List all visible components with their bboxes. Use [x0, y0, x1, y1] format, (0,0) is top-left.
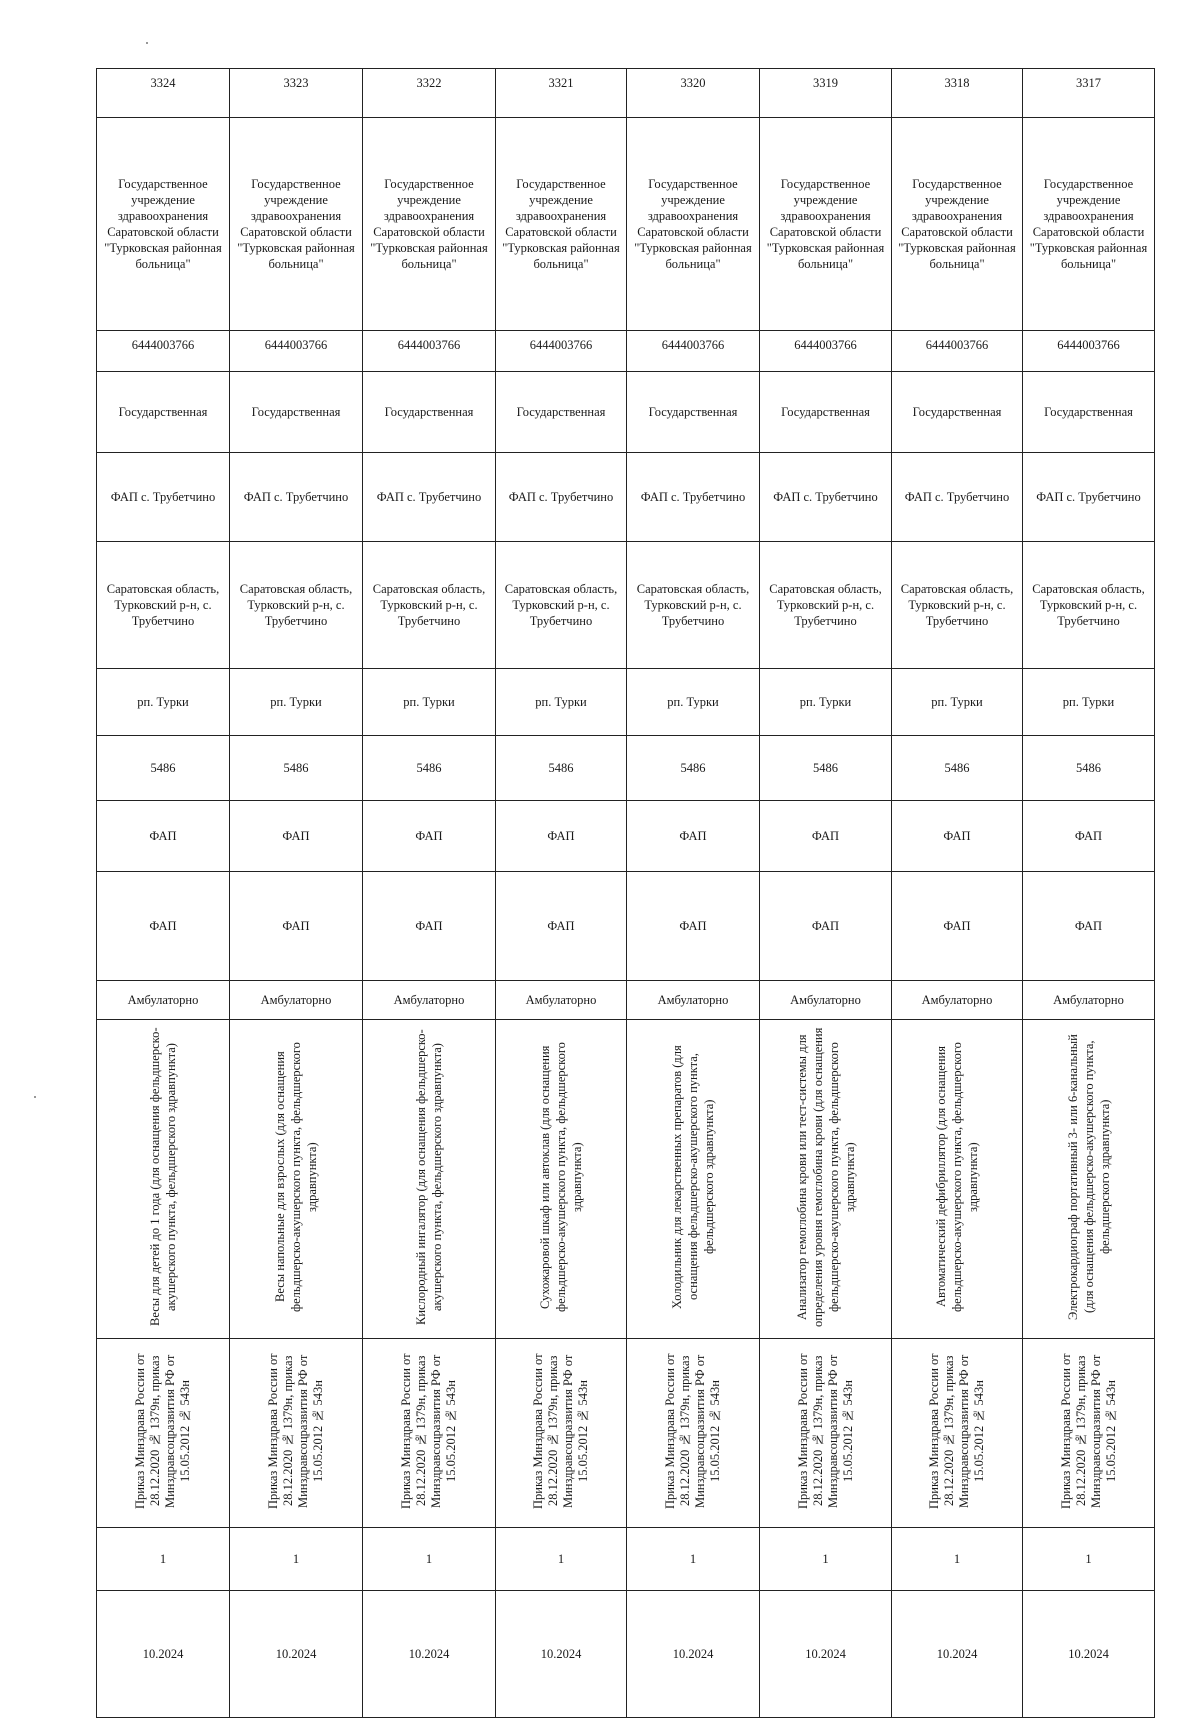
- organization-name-cell: Государственное учреждение здравоохранения Саратовской области "Турковская районная больница": [892, 118, 1023, 331]
- district-cell: рп. Турки: [230, 669, 363, 736]
- care-form-cell: Амбулаторно: [97, 981, 230, 1020]
- equipment-name-text: Кислородный ингалятор (для оснащения фельдшерско-акушерского пункта, фельдшерского здравпункта): [414, 1029, 444, 1325]
- code-cell: 5486: [496, 736, 627, 801]
- record-number-cell: 3320: [627, 69, 760, 118]
- care-form-cell: Амбулаторно: [363, 981, 496, 1020]
- scan-speck: [34, 1096, 36, 1098]
- date-cell: 10.2024: [892, 1591, 1023, 1718]
- legal-basis-cell: [1023, 1339, 1155, 1528]
- record-number-cell: 3322: [363, 69, 496, 118]
- row-legal-basis: [97, 1339, 1155, 1528]
- unit-subtype-cell: ФАП: [230, 872, 363, 981]
- code-cell: 5486: [760, 736, 892, 801]
- code-cell: 5486: [363, 736, 496, 801]
- address-cell: Саратовская область, Турковский р-н, с. Трубетчино: [1023, 542, 1155, 669]
- quantity-cell: 1: [363, 1528, 496, 1591]
- row-code: [97, 736, 1155, 801]
- district-cell: рп. Турки: [97, 669, 230, 736]
- legal-basis-text: Приказ Минздрава России от 28.12.2020 № 1379н, приказ Минздравсоцразвития РФ от 15.05.2012 № 543н: [795, 1353, 855, 1509]
- unit-type-cell: ФАП: [230, 801, 363, 872]
- legal-basis-cell: [892, 1339, 1023, 1528]
- equipment-name-cell: [1023, 1020, 1155, 1339]
- inn-cell: 6444003766: [892, 331, 1023, 372]
- record-number-cell: 3318: [892, 69, 1023, 118]
- legal-basis-text: Приказ Минздрава России от 28.12.2020 № 1379н, приказ Минздравсоцразвития РФ от 15.05.2012 № 543н: [663, 1353, 722, 1509]
- inn-cell: 6444003766: [363, 331, 496, 372]
- district-cell: рп. Турки: [760, 669, 892, 736]
- inn-cell: 6444003766: [1023, 331, 1155, 372]
- equipment-name-cell: [363, 1020, 496, 1339]
- inn-cell: 6444003766: [230, 331, 363, 372]
- address-cell: Саратовская область, Турковский р-н, с. Трубетчино: [627, 542, 760, 669]
- row-inn: [97, 331, 1155, 372]
- ownership-form-cell: Государственная: [363, 372, 496, 453]
- legal-basis-text: Приказ Минздрава России от 28.12.2020 № 1379н, приказ Минздравсоцразвития РФ от 15.05.2012 № 543н: [266, 1353, 325, 1509]
- legal-basis-cell: [496, 1339, 627, 1528]
- row-care-form: [97, 981, 1155, 1020]
- row-quantity: [97, 1528, 1155, 1591]
- care-form-cell: Амбулаторно: [496, 981, 627, 1020]
- address-cell: Саратовская область, Турковский р-н, с. Трубетчино: [760, 542, 892, 669]
- date-cell: 10.2024: [363, 1591, 496, 1718]
- row-equipment-name: [97, 1020, 1155, 1339]
- row-unit-subtype: [97, 872, 1155, 981]
- unit-type-cell: ФАП: [1023, 801, 1155, 872]
- quantity-cell: 1: [230, 1528, 363, 1591]
- district-cell: рп. Турки: [627, 669, 760, 736]
- unit-name-cell: ФАП с. Трубетчино: [892, 453, 1023, 542]
- address-cell: Саратовская область, Турковский р-н, с. Трубетчино: [363, 542, 496, 669]
- unit-subtype-cell: ФАП: [627, 872, 760, 981]
- district-cell: рп. Турки: [363, 669, 496, 736]
- equipment-name-cell: [627, 1020, 760, 1339]
- row-unit-name: [97, 453, 1155, 542]
- row-record-number: [97, 69, 1155, 118]
- row-ownership-form: [97, 372, 1155, 453]
- equipment-name-cell: [892, 1020, 1023, 1339]
- row-date: [97, 1591, 1155, 1718]
- quantity-cell: 1: [627, 1528, 760, 1591]
- equipment-name-text: Электрокардиограф портативный 3- или 6-канальный (для оснащения фельдшерско-акушерского пункта, фельдшерского здравпункта): [1065, 1034, 1112, 1320]
- code-cell: 5486: [1023, 736, 1155, 801]
- equipment-name-cell: [496, 1020, 627, 1339]
- legal-basis-cell: [627, 1339, 760, 1528]
- date-cell: 10.2024: [230, 1591, 363, 1718]
- district-cell: рп. Турки: [496, 669, 627, 736]
- unit-type-cell: ФАП: [627, 801, 760, 872]
- quantity-cell: 1: [892, 1528, 1023, 1591]
- equipment-name-text: Холодильник для лекарственных препаратов (для оснащения фельдшерско-акушерского пункта, фельдшерского здравпункта): [670, 1045, 716, 1309]
- code-cell: 5486: [230, 736, 363, 801]
- organization-name-cell: Государственное учреждение здравоохранения Саратовской области "Турковская районная больница": [230, 118, 363, 331]
- district-cell: рп. Турки: [892, 669, 1023, 736]
- unit-subtype-cell: ФАП: [363, 872, 496, 981]
- ownership-form-cell: Государственная: [97, 372, 230, 453]
- quantity-cell: 1: [760, 1528, 892, 1591]
- address-cell: Саратовская область, Турковский р-н, с. Трубетчино: [496, 542, 627, 669]
- legal-basis-text: Приказ Минздрава России от 28.12.2020 № 1379н, приказ Минздравсоцразвития РФ от 15.05.2012 № 543н: [399, 1353, 458, 1509]
- equipment-table: [96, 68, 1155, 1718]
- unit-type-cell: ФАП: [363, 801, 496, 872]
- equipment-name-text: Весы для детей до 1 года (для оснащения фельдшерско-акушерского пункта, фельдшерского здравпункта): [148, 1027, 178, 1327]
- unit-name-cell: ФАП с. Трубетчино: [363, 453, 496, 542]
- date-cell: 10.2024: [627, 1591, 760, 1718]
- quantity-cell: 1: [1023, 1528, 1155, 1591]
- ownership-form-cell: Государственная: [1023, 372, 1155, 453]
- organization-name-cell: Государственное учреждение здравоохранения Саратовской области "Турковская районная больница": [1023, 118, 1155, 331]
- organization-name-cell: Государственное учреждение здравоохранения Саратовской области "Турковская районная больница": [760, 118, 892, 331]
- quantity-cell: 1: [97, 1528, 230, 1591]
- row-unit-type: [97, 801, 1155, 872]
- unit-type-cell: ФАП: [760, 801, 892, 872]
- date-cell: 10.2024: [760, 1591, 892, 1718]
- legal-basis-cell: [97, 1339, 230, 1528]
- unit-subtype-cell: ФАП: [1023, 872, 1155, 981]
- unit-name-cell: ФАП с. Трубетчино: [230, 453, 363, 542]
- unit-name-cell: ФАП с. Трубетчино: [760, 453, 892, 542]
- unit-name-cell: ФАП с. Трубетчино: [1023, 453, 1155, 542]
- inn-cell: 6444003766: [496, 331, 627, 372]
- row-address: [97, 542, 1155, 669]
- unit-subtype-cell: ФАП: [760, 872, 892, 981]
- record-number-cell: 3324: [97, 69, 230, 118]
- equipment-name-text: Весы напольные для взрослых (для оснащения фельдшерско-акушерского пункта, фельдшерского здравпункта): [273, 1042, 319, 1312]
- record-number-cell: 3323: [230, 69, 363, 118]
- unit-subtype-cell: ФАП: [496, 872, 627, 981]
- legal-basis-text: Приказ Минздрава России от 28.12.2020 № 1379н, приказ Минздравсоцразвития РФ от 15.05.2012 № 543н: [927, 1353, 986, 1509]
- care-form-cell: Амбулаторно: [230, 981, 363, 1020]
- unit-type-cell: ФАП: [892, 801, 1023, 872]
- organization-name-cell: Государственное учреждение здравоохранения Саратовской области "Турковская районная больница": [97, 118, 230, 331]
- address-cell: Саратовская область, Турковский р-н, с. Трубетчино: [97, 542, 230, 669]
- inn-cell: 6444003766: [760, 331, 892, 372]
- record-number-cell: 3317: [1023, 69, 1155, 118]
- ownership-form-cell: Государственная: [760, 372, 892, 453]
- unit-name-cell: ФАП с. Трубетчино: [496, 453, 627, 542]
- date-cell: 10.2024: [97, 1591, 230, 1718]
- code-cell: 5486: [892, 736, 1023, 801]
- care-form-cell: Амбулаторно: [760, 981, 892, 1020]
- equipment-name-text: Сухожаровой шкаф или автоклав (для оснащения фельдшерско-акушерского пункта, фельдшерского здравпункта): [538, 1042, 584, 1312]
- organization-name-cell: Государственное учреждение здравоохранения Саратовской области "Турковская районная больница": [627, 118, 760, 331]
- row-district: [97, 669, 1155, 736]
- ownership-form-cell: Государственная: [496, 372, 627, 453]
- unit-name-cell: ФАП с. Трубетчино: [97, 453, 230, 542]
- date-cell: 10.2024: [1023, 1591, 1155, 1718]
- legal-basis-cell: [230, 1339, 363, 1528]
- organization-name-cell: Государственное учреждение здравоохранения Саратовской области "Турковская районная больница": [496, 118, 627, 331]
- equipment-name-cell: [97, 1020, 230, 1339]
- unit-subtype-cell: ФАП: [892, 872, 1023, 981]
- quantity-cell: 1: [496, 1528, 627, 1591]
- legal-basis-text: Приказ Минздрава России от 28.12.2020 № 1379н, приказ Минздравсоцразвития РФ от 15.05.2012 № 543н: [1058, 1353, 1118, 1509]
- ownership-form-cell: Государственная: [892, 372, 1023, 453]
- record-number-cell: 3319: [760, 69, 892, 118]
- legal-basis-text: Приказ Минздрава России от 28.12.2020 № 1379н, приказ Минздравсоцразвития РФ от 15.05.2012 № 543н: [133, 1353, 192, 1509]
- address-cell: Саратовская область, Турковский р-н, с. Трубетчино: [230, 542, 363, 669]
- legal-basis-text: Приказ Минздрава России от 28.12.2020 № 1379н, приказ Минздравсоцразвития РФ от 15.05.2012 № 543н: [531, 1353, 590, 1509]
- district-cell: рп. Турки: [1023, 669, 1155, 736]
- care-form-cell: Амбулаторно: [1023, 981, 1155, 1020]
- equipment-name-cell: [230, 1020, 363, 1339]
- address-cell: Саратовская область, Турковский р-н, с. Трубетчино: [892, 542, 1023, 669]
- ownership-form-cell: Государственная: [627, 372, 760, 453]
- record-number-cell: 3321: [496, 69, 627, 118]
- code-cell: 5486: [97, 736, 230, 801]
- equipment-name-text: Автоматический дефибриллятор (для оснащения фельдшерско-акушерского пункта, фельдшерского здравпункта): [934, 1042, 980, 1312]
- care-form-cell: Амбулаторно: [892, 981, 1023, 1020]
- date-cell: 10.2024: [496, 1591, 627, 1718]
- ownership-form-cell: Государственная: [230, 372, 363, 453]
- code-cell: 5486: [627, 736, 760, 801]
- legal-basis-cell: [363, 1339, 496, 1528]
- scan-speck: [146, 42, 148, 44]
- unit-type-cell: ФАП: [496, 801, 627, 872]
- legal-basis-cell: [760, 1339, 892, 1528]
- inn-cell: 6444003766: [97, 331, 230, 372]
- inn-cell: 6444003766: [627, 331, 760, 372]
- equipment-name-cell: [760, 1020, 892, 1339]
- organization-name-cell: Государственное учреждение здравоохранения Саратовской области "Турковская районная больница": [363, 118, 496, 331]
- unit-subtype-cell: ФАП: [97, 872, 230, 981]
- unit-name-cell: ФАП с. Трубетчино: [627, 453, 760, 542]
- row-organization-name: [97, 118, 1155, 331]
- care-form-cell: Амбулаторно: [627, 981, 760, 1020]
- equipment-name-text: Анализатор гемоглобина крови или тест-системы для определения уровня гемоглобина крови (для оснащения фельдшерско-акушерского пункта, фельдшерского здравпункта): [794, 1027, 857, 1327]
- unit-type-cell: ФАП: [97, 801, 230, 872]
